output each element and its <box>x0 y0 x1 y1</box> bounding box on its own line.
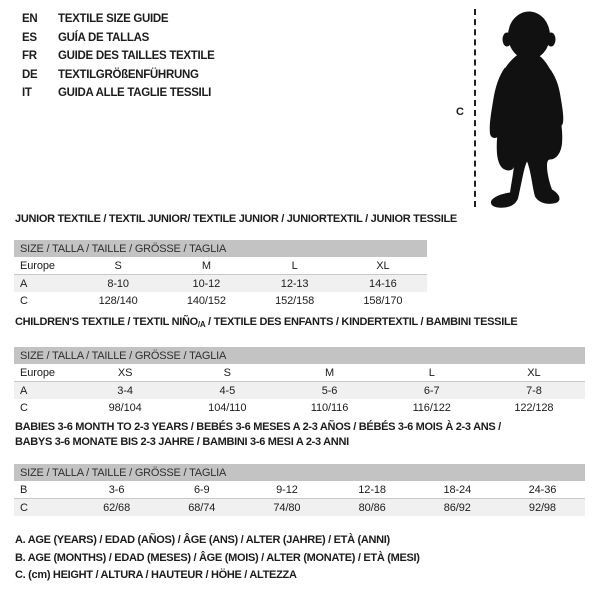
language-row <box>22 10 215 29</box>
language-title: GUIDA ALLE TAGLIE TESSILI <box>58 87 212 100</box>
table-cell: 24-36 <box>528 483 557 496</box>
table-row <box>14 481 585 499</box>
table-row <box>14 257 427 275</box>
footnote: B. AGE (MONTHS) / EDAD (MESES) / ÂGE (MOIS) / ALTER (MONATE) / ETÀ (MESI) <box>15 551 420 564</box>
row-label: C <box>20 501 28 514</box>
table-cell: 10-12 <box>192 277 221 290</box>
language-row <box>22 47 215 66</box>
language-code: EN <box>22 13 38 26</box>
table-cell: XS <box>117 366 133 379</box>
table-row <box>14 275 427 292</box>
table-cell: 14-16 <box>369 277 397 290</box>
size-header-bar: SIZE / TALLA / TAILLE / GRÖSSE / TAGLIA <box>14 240 427 257</box>
table-cell: 9-12 <box>276 483 298 496</box>
language-row <box>22 84 215 103</box>
table-cell: 128/140 <box>98 294 138 307</box>
table-row <box>14 499 585 516</box>
language-row <box>22 66 215 85</box>
language-title: TEXTILE SIZE GUIDE <box>58 13 169 26</box>
table-cell: 18-24 <box>443 483 472 496</box>
babies-size-table <box>14 464 585 516</box>
row-label: Europe <box>20 259 55 272</box>
table-cell: 110/116 <box>310 401 349 414</box>
table-cell: XL <box>527 366 541 379</box>
babies-section-title <box>15 420 501 450</box>
table-cell: 5-6 <box>321 384 338 397</box>
table-row <box>14 399 585 416</box>
baby-silhouette-icon <box>481 9 571 210</box>
language-code: DE <box>22 68 38 81</box>
table-cell: M <box>201 259 211 272</box>
row-label: C <box>20 401 28 414</box>
table-cell: XL <box>376 259 390 272</box>
row-label: A <box>20 384 28 397</box>
table-cell: 74/80 <box>273 501 301 514</box>
footnote: C. (cm) HEIGHT / ALTURA / HAUTEUR / HÖHE / ALTEZZA <box>15 569 297 581</box>
table-cell: 92/98 <box>528 501 556 514</box>
children-title-pre: CHILDREN'S TEXTILE / TEXTIL NIÑO <box>15 316 198 328</box>
table-cell: 104/110 <box>208 401 247 414</box>
language-code: FR <box>22 50 37 63</box>
table-cell: 86/92 <box>443 501 471 514</box>
language-list <box>22 10 215 103</box>
height-measure-line <box>474 9 476 207</box>
table-cell: 12-18 <box>358 483 386 496</box>
table-cell: L <box>428 366 435 379</box>
table-cell: 68/74 <box>188 501 216 514</box>
table-row <box>14 382 585 399</box>
junior-size-table <box>14 240 427 309</box>
babies-title-line2: BABYS 3-6 MONATE BIS 2-3 JAHRE / BAMBINI 3-6 MESI A 2-3 ANNI <box>15 436 349 448</box>
height-label: C <box>456 106 464 118</box>
table-cell: 152/158 <box>275 294 315 307</box>
table-cell: S <box>114 259 122 272</box>
language-code: ES <box>22 31 37 44</box>
table-cell: 116/122 <box>412 401 451 414</box>
row-label: B <box>20 483 28 496</box>
table-cell: S <box>223 366 231 379</box>
language-title: TEXTILGRÖßENFÜHRUNG <box>58 68 199 81</box>
table-cell: 6-9 <box>193 483 210 496</box>
children-title-sub: /A <box>197 320 206 329</box>
children-size-table <box>14 347 585 416</box>
table-cell: L <box>291 259 298 272</box>
row-label: Europe <box>20 366 55 379</box>
babies-title-line1: BABIES 3-6 MONTH TO 2-3 YEARS / BEBÉS 3-6 MESES A 2-3 AÑOS / BÉBÉS 3-6 MOIS À 2-3 ANS / <box>15 421 501 433</box>
language-code: IT <box>22 87 32 100</box>
table-cell: 140/152 <box>186 294 226 307</box>
table-cell: M <box>324 366 335 379</box>
table-cell: 80/86 <box>358 501 386 514</box>
children-title-post: / TEXTILE DES ENFANTS / KINDERTEXTIL / BAMBINI TESSILE <box>205 316 518 328</box>
table-cell: 3-4 <box>117 384 133 397</box>
table-row <box>14 292 427 309</box>
footnote: A. AGE (YEARS) / EDAD (AÑOS) / ÂGE (ANS) / ALTER (JAHRE) / ETÀ (ANNI) <box>15 534 390 546</box>
junior-section-title: JUNIOR TEXTILE / TEXTIL JUNIOR/ TEXTILE JUNIOR / JUNIORTEXTIL / JUNIOR TESSILE <box>15 213 457 225</box>
table-cell: 122/128 <box>514 401 554 414</box>
table-row <box>14 364 585 382</box>
row-label: C <box>20 294 28 307</box>
footnote-list <box>15 534 420 587</box>
size-header-bar: SIZE / TALLA / TAILLE / GRÖSSE / TAGLIA <box>14 347 585 364</box>
table-cell: 6-7 <box>423 384 440 397</box>
row-label: A <box>20 277 28 290</box>
language-title: GUIDE DES TAILLES TEXTILE <box>58 50 215 63</box>
table-cell: 12-13 <box>280 277 309 290</box>
table-cell: 158/170 <box>363 294 403 307</box>
table-cell: 7-8 <box>526 384 542 397</box>
table-cell: 98/104 <box>108 401 142 414</box>
table-cell: 62/68 <box>103 501 131 514</box>
table-cell: 8-10 <box>107 277 129 290</box>
language-row <box>22 29 215 48</box>
size-header-bar: SIZE / TALLA / TAILLE / GRÖSSE / TAGLIA <box>14 464 585 481</box>
table-cell: 3-6 <box>108 483 125 496</box>
language-title: GUÍA DE TALLAS <box>58 31 149 44</box>
children-section-title <box>15 315 517 332</box>
table-cell: 4-5 <box>219 384 236 397</box>
